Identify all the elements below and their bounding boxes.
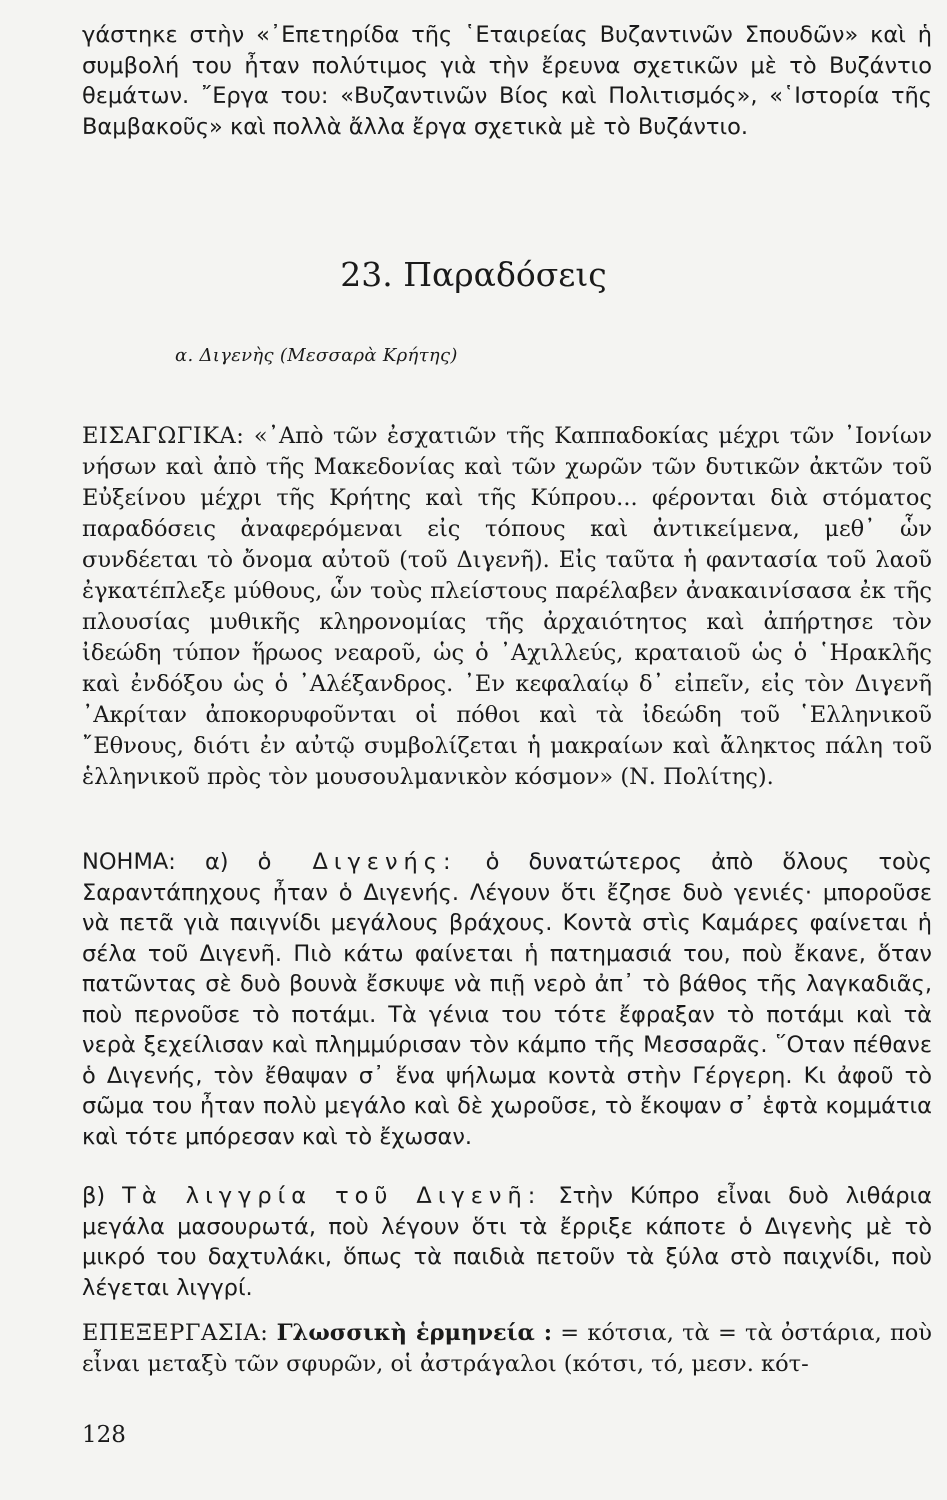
eisagogika-label: ΕΙΣΑΓΩΓΙΚΑ: (82, 423, 245, 449)
noima-a-title: ὁ Διγενής: (257, 849, 457, 875)
noima-b-text: Στὴν Κύπρο εἶναι δυὸ λιθάρια μεγάλα μασουρωτά, ποὺ λέγουν ὅτι τὰ ἔρριξε κάποτε ὁ Διγενὴς μὲ τὸ μικρό του δαχτυλάκι, ὅπως τὰ παιδιὰ πετοῦν τὰ ξύλα στὸ παιχνίδι, ποὺ λέγεται λιγγρί. (82, 1183, 932, 1301)
noima-b-marker: β) (82, 1183, 106, 1209)
noima-a-text: ὁ δυνατώτερος ἀπὸ ὅλους τοὺς Σαραντάπηχους ἦταν ὁ Διγενής. Λέγουν ὅτι ἔζησε δυὸ γενιές· μποροῦσε νὰ πετᾶ γιὰ παιγνίδι μεγάλους βράχους. Κοντὰ στὶς Καμάρες φαίνεται ἡ σέλα τοῦ Διγενῆ. Πιὸ κάτω φαίνεται ἡ πατημασιά του, ποὺ ἔκανε, ὅταν πατῶντας σὲ δυὸ βουνὰ ἔσκυψε νὰ πιῇ νερὸ ἀπ᾿ τὸ βάθος τῆς λαγκαδιᾶς, ποὺ περνοῦσε τὸ ποτάμι. Τὰ γένια του τότε ἔφραξαν τὸ ποτάμι καὶ τὰ νερὰ ξεχείλισαν καὶ πλημμύρισαν τὸν κάμπο τῆς Μεσσαρᾶς. ῞Οταν πέθανε ὁ Διγενής, τὸν ἔθαψαν σ᾿ ἕνα ψήλωμα κοντὰ στὴν Γέργερη. Κι ἀφοῦ τὸ σῶμα του ἦταν πολὺ μεγάλο καὶ δὲ χωροῦσε, τὸ ἔκοψαν σ᾿ ἑφτὰ κομμάτια καὶ τότε μπόρεσαν καὶ τὸ ἔχωσαν. (82, 849, 932, 1150)
intro-text: γάστηκε στὴν «᾿Επετηρίδα τῆς ῾Εταιρείας Βυζαντινῶν Σπουδῶν» καὶ ἡ συμβολή του ἦταν πολύτιμος γιὰ τὴν ἔρευνα σχετικῶν μὲ τὸ Βυζάντιο θεμάτων. ῎Εργα του: «Βυζαντινῶν Βίος καὶ Πολιτισμός», «῾Ιστορία τῆς Βαμβακοῦς» καὶ πολλὰ ἄλλα ἔργα σχετικὰ μὲ τὸ Βυζάντιο. (82, 22, 932, 140)
epexergasia-paragraph (82, 1318, 932, 1380)
epexergasia-sublabel: Γλωσσικὴ ἑρμηνεία : (276, 1320, 553, 1346)
eisagogika-paragraph (82, 421, 932, 793)
noima-label: ΝΟΗΜΑ: (82, 849, 176, 875)
section-title: 23. Παραδόσεις (340, 255, 607, 294)
epexergasia-label: ΕΠΕΞΕΡΓΑΣΙΑ: (82, 1320, 269, 1346)
epexergasia-text: = κότσια, τὰ = τὰ ὀστάρια, ποὺ εἶναι μεταξὺ τῶν σφυρῶν, οἱ ἀστράγαλοι (κότσι, τό, μεσν. κότ- (82, 1320, 932, 1377)
noima-a-paragraph (82, 847, 932, 1152)
eisagogika-text: «᾿Απὸ τῶν ἐσχατιῶν τῆς Καππαδοκίας μέχρι τῶν ᾿Ιονίων νήσων καὶ ἀπὸ τῆς Μακεδονίας καὶ τῶν χωρῶν τῶν δυτικῶν ἀκτῶν τοῦ Εὐξείνου μέχρι τῆς Κρήτης καὶ τῆς Κύπρου... φέρονται διὰ στόματος παραδόσεις ἀναφερόμεναι εἰς τόπους καὶ ἀντικείμενα, μεθ᾿ ὧν συνδέεται τὸ ὄνομα αὐτοῦ (τοῦ Διγενῆ). Εἰς ταῦτα ἡ φαντασία τοῦ λαοῦ ἐγκατέπλεξε μύθους, ὧν τοὺς πλείστους παρέλαβεν ἀνακαινίσασα ἐκ τῆς πλουσίας μυθικῆς κληρονομίας τῆς ἀρχαιότητος καὶ ἀπήρτησε τὸν ἰδεώδη τύπον ἥρωος νεαροῦ, ὡς ὁ ᾿Αχιλλεύς, κραταιοῦ ὡς ὁ ῾Ηρακλῆς καὶ ἐνδόξου ὡς ὁ ᾿Αλέξανδρος. ᾿Εν κεφαλαίῳ δ᾿ εἰπεῖν, εἰς τὸν Διγενῆ ᾿Ακρίταν ἀποκορυφοῦνται οἱ πόθοι καὶ τὰ ἰδεώδη τοῦ ῾Ελληνικοῦ ῎Εθνους, διότι ἐν αὐτῷ συμβολίζεται ἡ μακραίων καὶ ἄληκτος πάλη τοῦ ἑλληνικοῦ πρὸς τὸν μουσουλμανικὸν κόσμον» (Ν. Πολίτης). (82, 423, 932, 790)
noima-a-marker: α) (204, 849, 229, 875)
noima-b-title: Τὰ λιγγρία τοῦ Διγενῆ: (122, 1183, 542, 1209)
section-subtitle: α. Διγενὴς (Μεσσαρὰ Κρήτης) (175, 345, 458, 366)
noima-b-paragraph (82, 1181, 932, 1303)
intro-paragraph (82, 20, 932, 142)
page-number: 128 (82, 1422, 126, 1448)
